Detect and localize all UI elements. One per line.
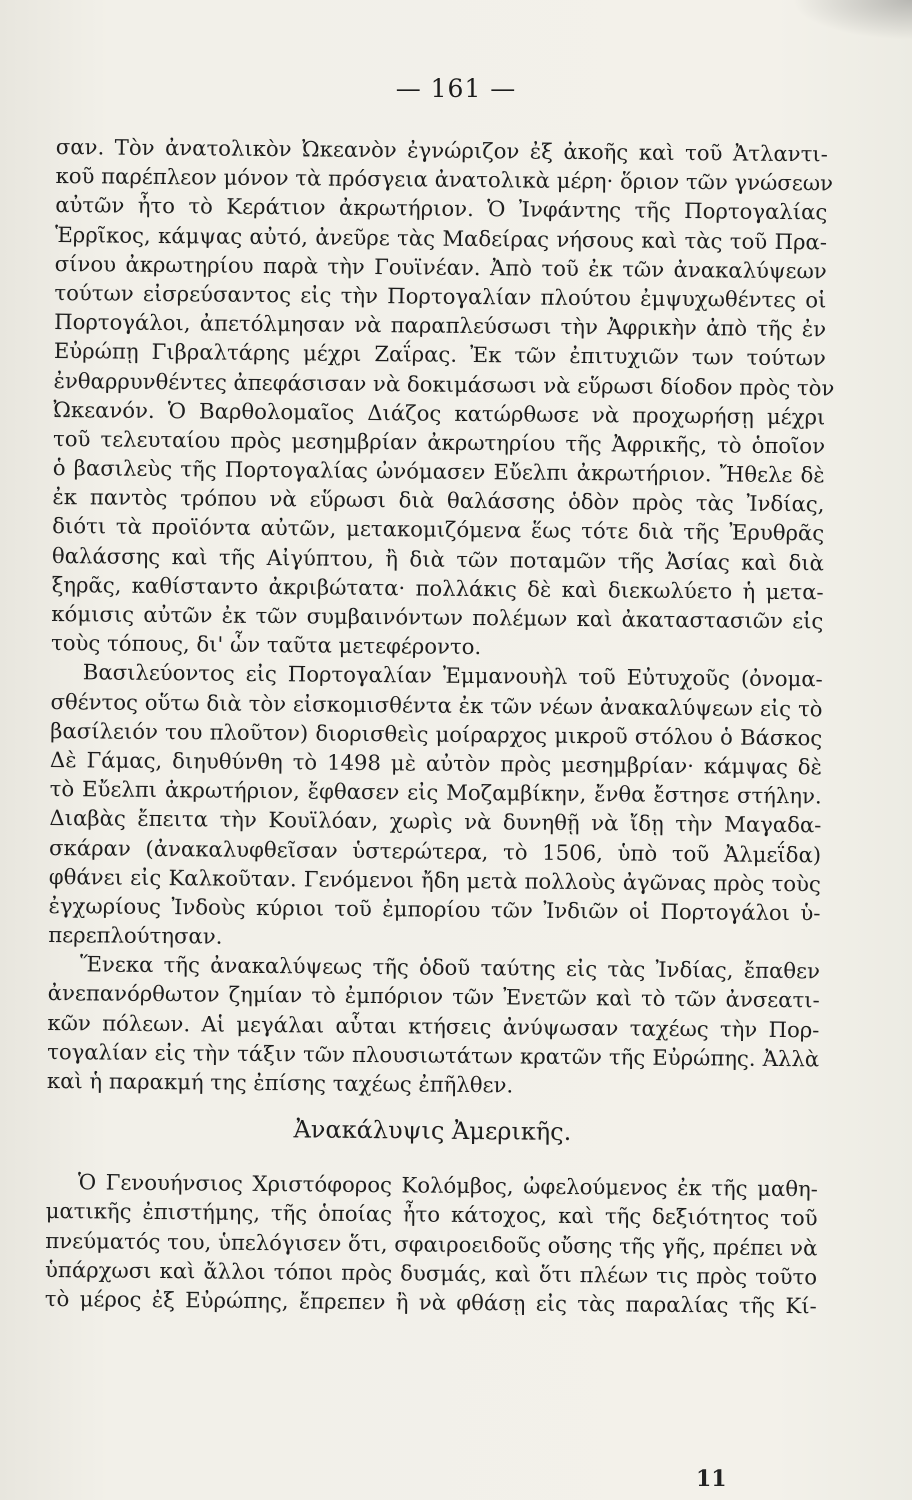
text-line: Πορτογάλοι, ἀπετόλμησαν νὰ παραπλεύσωσι τὴν Ἀφρικὴν ἀπὸ τῆς ἐν — [54, 309, 827, 342]
text-line: σαν. Τὸν ἀνατολικὸν Ὠκεανὸν ἐγνώριζον ἐξ ἀκοῆς καὶ τοῦ Ἀτλαντι- — [55, 133, 828, 167]
text-line: ὑπάρχωσι καὶ ἄλλοι τόποι πρὸς δυσμάς, καὶ ὅτι πλέων τις πρὸς τοῦτο — [44, 1256, 818, 1290]
text-line: διότι τὰ προϊόντα αὐτῶν, μετακομιζόμενα ἕως τότε διὰ τῆς Ἐρυθρᾶς — [52, 513, 825, 546]
page-body — [44, 132, 835, 1320]
paragraph-1 — [50, 132, 835, 665]
text-line: ἐνθαρρυνθέντες ἀπεφάσισαν νὰ δοκιμάσωσι νὰ εὕρωσι δίοδον πρὸς τὸν — [53, 367, 835, 400]
text-line: θαλάσσης καὶ τῆς Αἰγύπτου, ἢ διὰ τῶν ποταμῶν τῆς Ἀσίας καὶ διὰ — [51, 542, 825, 576]
text-line: σθέντος οὕτω διὰ τὸν εἰσκομισθέντα ἐκ τῶν νέων ἀνακαλύψεων εἰς τὸ — [50, 688, 823, 721]
text-line: καὶ ἡ παρακμή της ἐπίσης ταχέως ἐπῆλθεν. — [46, 1067, 514, 1098]
text-line: Διαβὰς ἔπειτα τὴν Κουϊλόαν, χωρὶς νὰ δυνηθῇ νὰ ἴδῃ τὴν Μαγαδα- — [49, 805, 822, 838]
signature-mark: 11 — [696, 1466, 727, 1492]
paragraph-4 — [45, 1167, 818, 1320]
text-line: ματικῆς ἐπιστήμης, τῆς ὁποίας ἦτο κάτοχος, καὶ τῆς δεξιότητος τοῦ — [45, 1198, 818, 1231]
text-line: αὐτῶν ἦτο τὸ Κεράτιον ἀκρωτήριον. Ὁ Ἰνφάντης τῆς Πορτογαλίας — [55, 192, 828, 225]
text-line: κοῦ παρέπλεον μόνον τὰ πρόσγεια ἀνατολικὰ μέρη· ὅριον τῶν γνώσεων — [55, 163, 834, 196]
text-line: σίνου ἀκρωτηρίου παρὰ τὴν Γουϊνέαν. Ἀπὸ τοῦ ἐκ τῶν ἀνακαλύψεων — [54, 250, 827, 284]
text-line: κῶν πόλεων. Αἱ μεγάλαι αὗται κτήσεις ἀνύψωσαν ταχέως τὴν Πορ- — [47, 1009, 820, 1042]
text-line: Ὁ Γενουήνσιος Χριστόφορος Κολόμβος, ὠφελούμενος ἐκ τῆς μαθη- — [77, 1169, 819, 1202]
text-line: Ὠκεανόν. Ὁ Βαρθολομαῖος Διάζος κατώρθωσε νὰ προχωρήσῃ μέχρι — [53, 396, 826, 430]
text-line: Ἑρρῖκος, κάμψας αὐτό, ἀνεῦρε τὰς Μαδείρας νήσους καὶ τὰς τοῦ Πρα- — [54, 221, 828, 254]
text-line: τοὺς τόπους, δι' ὧν ταῦτα μετεφέροντο. — [50, 630, 482, 660]
text-line: Εὐρώπῃ Γιβραλτάρης μέχρι Ζαΐρας. Ἐκ τῶν ἐπιτυχιῶν των τούτων — [53, 338, 826, 371]
text-line: ξηρᾶς, καθίσταντο ἀκριβώτατα· πολλάκις δὲ καὶ διεκωλύετο ἡ μετα- — [51, 571, 824, 605]
text-line: τὸ Εὔελπι ἀκρωτήριον, ἔφθασεν εἰς Μοζαμβίκην, ἔνθα ἔστησε στήλην. — [49, 776, 822, 809]
paragraph-3 — [47, 949, 820, 1102]
page-corner-shadow — [792, 0, 912, 40]
text-line: περεπλούτησαν. — [48, 922, 223, 949]
section-heading: Ἀνακάλυψις Ἀμερικῆς. — [293, 1115, 572, 1147]
paragraph-2 — [48, 657, 823, 956]
text-line: κόμισις αὐτῶν ἐκ τῶν συμβαινόντων πολέμων καὶ ἀκαταστασιῶν εἰς — [51, 600, 824, 634]
text-line: Δὲ Γάμας, διηυθύνθη τὸ 1498 μὲ αὐτὸν πρὸς μεσημβρίαν· κάμψας δὲ — [49, 746, 823, 780]
text-line: Βασιλεύοντος εἰς Πορτογαλίαν Ἐμμανουὴλ τοῦ Εὐτυχοῦς (ὀνομα- — [82, 659, 823, 692]
text-line: σκάραν (ἀνακαλυφθεῖσαν ὑστερώτερα, τὸ 1506, ὑπὸ τοῦ Ἀλμεΐδα) — [49, 834, 822, 867]
text-line: τοῦ τελευταίου πρὸς μεσημβρίαν ἀκρωτηρίου τῆς Ἀφρικῆς, τὸ ὁποῖον — [52, 425, 826, 459]
text-line: Ἕνεκα τῆς ἀνακαλύψεως τῆς ὁδοῦ ταύτης εἰς τὰς Ἰνδίας, ἔπαθεν — [79, 951, 821, 984]
text-line: ἀνεπανόρθωτον ζημίαν τὸ ἐμπόριον τῶν Ἐνετῶν καὶ τὸ τῶν ἀνσεατι- — [47, 980, 820, 1013]
text-line: τογαλίαν εἰς τὴν τάξιν τῶν πλουσιωτάτων κρατῶν τῆς Εὐρώπης. Ἀλλὰ — [47, 1038, 820, 1072]
text-line: φθάνει εἰς Καλκοῦταν. Γενόμενοι ἤδη μετὰ πολλοὺς ἀγῶνας πρὸς τοὺς — [48, 863, 821, 897]
text-line: πνεύματός του, ὑπελόγισεν ὅτι, σφαιροειδοῦς οὔσης τῆς γῆς, πρέπει νὰ — [45, 1227, 818, 1260]
text-line: τούτων εἰσρεύσαντος εἰς τὴν Πορτογαλίαν πλούτου ἐμψυχωθέντες οἱ — [54, 279, 827, 313]
text-line: ἐκ παντὸς τρόπου νὰ εὕρωσι διὰ θαλάσσης ὁδὸν πρὸς τὰς Ἰνδίας, — [52, 484, 825, 517]
text-line: τὸ μέρος ἐξ Εὐρώπης, ἔπρεπεν ἢ νὰ φθάσῃ εἰς τὰς παραλίας τῆς Κί- — [44, 1285, 817, 1319]
page-number: — 161 — — [395, 74, 517, 103]
text-line: ὁ βασιλεὺς τῆς Πορτογαλίας ὠνόμασεν Εὔελπι ἀκρωτήριον. Ἤθελε δὲ — [52, 455, 825, 488]
text-line: βασίλειόν του πλοῦτον) διορισθεὶς μοίραρχος μικροῦ στόλου ὁ Βάσκος — [50, 717, 823, 751]
text-line: ἐγχωρίους Ἰνδοὺς κύριοι τοῦ ἐμπορίου τῶν Ἰνδιῶν οἱ Πορτογάλοι ὑ- — [48, 892, 821, 926]
